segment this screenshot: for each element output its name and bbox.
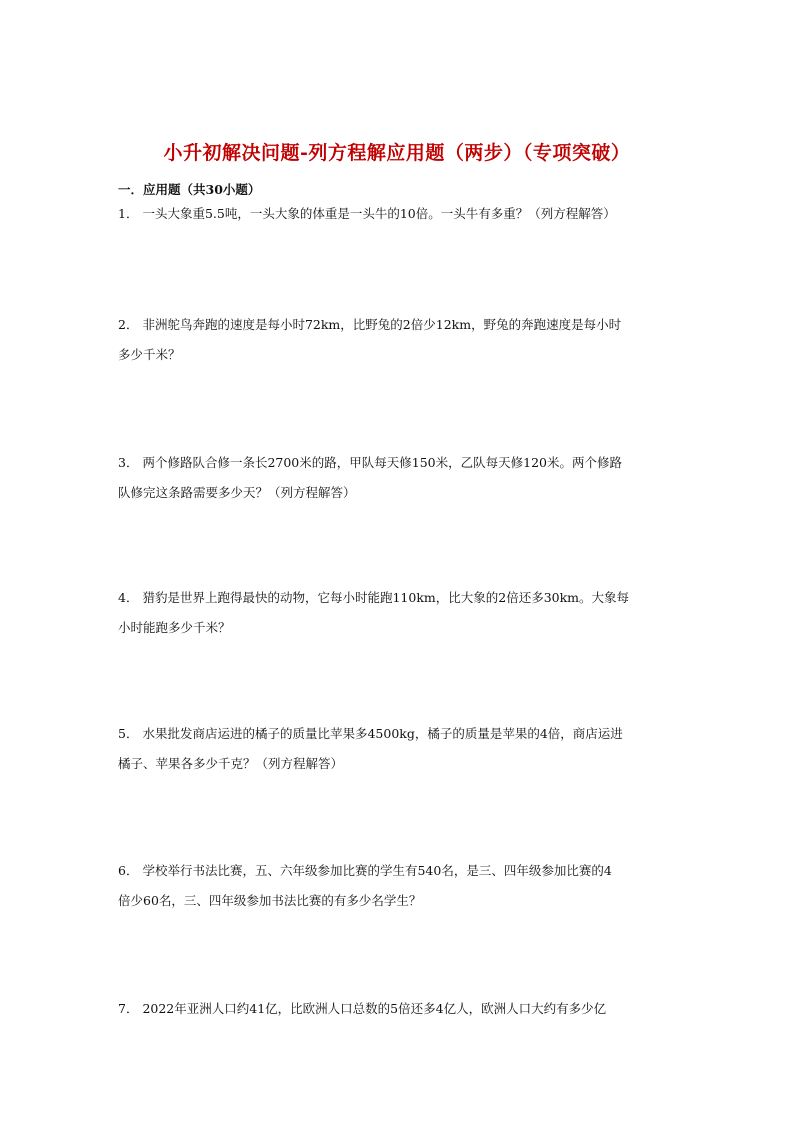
question-line	[118, 1001, 678, 1017]
question-text: 小时能跑多少千米？	[118, 620, 231, 635]
question-number: 3．	[118, 455, 139, 470]
question-line	[118, 455, 678, 471]
question-line	[118, 317, 678, 333]
document-title: 小升初解决问题-列方程解应用题（两步）（专项突破）	[163, 142, 631, 164]
question-text: 一头大象重5.5吨，一头大象的体重是一头牛的10倍。一头牛有多重？（列方程解答）	[142, 206, 616, 221]
question-line	[118, 726, 678, 742]
question-number: 2．	[118, 317, 139, 332]
question-text: 学校举行书法比赛，五、六年级参加比赛的学生有540名，是三、四年级参加比赛的4	[142, 863, 612, 878]
question-6	[118, 863, 678, 909]
question-5	[118, 726, 678, 772]
question-text: 非洲鸵鸟奔跑的速度是每小时72km，比野兔的2倍少12km，野兔的奔跑速度是每小时	[142, 317, 622, 332]
question-line	[118, 590, 678, 606]
question-text: 水果批发商店运进的橘子的质量比苹果多4500kg，橘子的质量是苹果的4倍，商店运进	[142, 726, 623, 741]
question-text: 橘子、苹果各多少千克？（列方程解答）	[118, 756, 344, 771]
question-line	[118, 206, 678, 222]
question-4	[118, 590, 678, 636]
section-heading: 一．应用题（共30小题）	[118, 182, 261, 197]
question-number: 7．	[118, 1001, 139, 1016]
question-text: 多少千米？	[118, 347, 181, 362]
question-text: 两个修路队合修一条长2700米的路，甲队每天修150米，乙队每天修120米。两个修路	[142, 455, 622, 470]
question-2	[118, 317, 678, 363]
question-number: 1．	[118, 206, 139, 221]
question-line	[118, 863, 678, 879]
question-number: 5．	[118, 726, 139, 741]
question-3	[118, 455, 678, 501]
question-number: 6．	[118, 863, 139, 878]
question-7	[118, 1001, 678, 1017]
question-text: 猎豹是世界上跑得最快的动物，它每小时能跑110km，比大象的2倍还多30km。大象每	[142, 590, 630, 605]
question-1	[118, 206, 678, 222]
question-text: 2022年亚洲人口约41亿，比欧洲人口总数的5倍还多4亿人，欧洲人口大约有多少亿	[142, 1001, 607, 1016]
question-number: 4．	[118, 590, 139, 605]
question-text: 队修完这条路需要多少天？（列方程解答）	[118, 485, 356, 500]
question-text: 倍少60名，三、四年级参加书法比赛的有多少名学生？	[118, 893, 422, 908]
